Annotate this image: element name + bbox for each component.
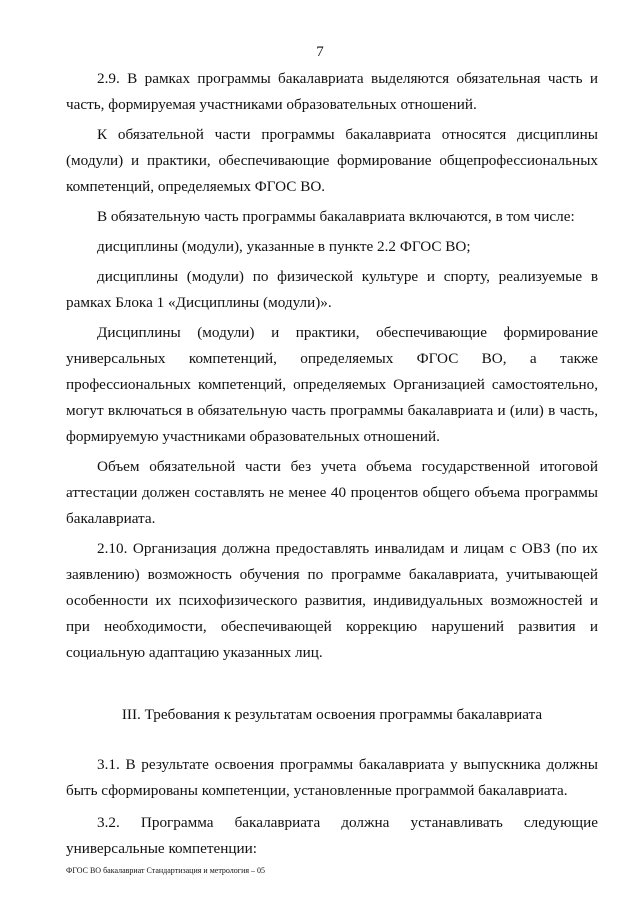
page-footer: ФГОС ВО бакалавриат Стандартизация и метрология – 05 (66, 866, 266, 875)
paragraph-volume: Объем обязательной части без учета объема государственной итоговой аттестации должен составлять не менее 40 процентов общего объема программы бакалавриата. (66, 458, 598, 527)
paragraph-2-10: 2.10. Организация должна предоставлять инвалидам и лицам с ОВЗ (по их заявлению) возможность обучения по программе бакалавриата, учитывающей особенности их психофизического развития, индивидуальных возможностей и при необходимости, обеспечивающей коррекцию нарушений развития и социальную адаптацию указанных лиц. (66, 540, 598, 661)
paragraph-disciplines-2-2: дисциплины (модули), указанные в пункте 2.2 ФГОС ВО; (97, 238, 471, 255)
paragraph-2-9: 2.9. В рамках программы бакалавриата выделяются обязательная часть и часть, формируемая участниками образовательных отношений. (66, 70, 598, 113)
document-body (66, 66, 598, 862)
section-heading: III. Требования к результатам освоения программы бакалавриата (121, 706, 543, 723)
page-number: 7 (316, 44, 324, 60)
paragraph-physical-culture: дисциплины (модули) по физической культуре и спорту, реализуемые в рамках Блока 1 «Дисциплины (модули)». (66, 268, 598, 311)
paragraph-includes: В обязательную часть программы бакалавриата включаются, в том числе: (97, 208, 575, 225)
paragraph-3-1: 3.1. В результате освоения программы бакалавриата у выпускника должны быть сформированы компетенции, установленные программой бакалавриата. (66, 756, 598, 799)
paragraph-mandatory-part: К обязательной части программы бакалавриата относятся дисциплины (модули) и практики, обеспечивающие формирование общепрофессиональных компетенций, определяемых ФГОС ВО. (66, 126, 598, 195)
paragraph-universal-competencies: Дисциплины (модули) и практики, обеспечивающие формирование универсальных компетенций, определяемых ФГОС ВО, а также профессиональных компетенций, определяемых Организацией самостоятельно, могут включаться в обязательную часть программы бакалавриата и (или) в часть, формируемую участниками образовательных отношений. (66, 324, 598, 445)
paragraph-3-2: 3.2. Программа бакалавриата должна устанавливать следующие универсальные компетенции: (66, 814, 598, 857)
